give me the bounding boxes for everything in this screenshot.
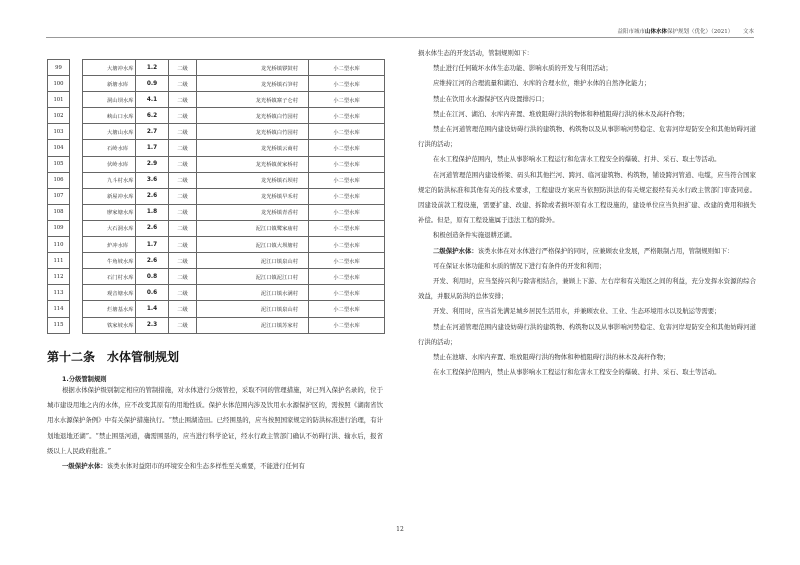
reservoir-location: 龙光桥镇早禾村: [197, 188, 309, 204]
reservoir-name: 石门村水库: [83, 269, 136, 285]
row-number: 105: [48, 156, 70, 172]
blank-cell: [70, 220, 83, 236]
paragraph: [418, 92, 756, 107]
reservoir-location: 泥江口镇泉山村: [197, 253, 309, 269]
paragraph-text: 可在保证水体功能和水质的情况下进行有条件的开发和利用；: [433, 261, 606, 270]
blank-cell: [70, 237, 83, 253]
table-row: [48, 172, 385, 188]
table-row: [48, 188, 385, 204]
page-header: [617, 27, 754, 35]
row-number: 108: [48, 204, 70, 220]
reservoir-type: 小二型水库: [309, 237, 385, 253]
row-number: 112: [48, 269, 70, 285]
section-title: 第十二条 水体管制规划: [47, 350, 180, 364]
capacity-value: 2.6: [136, 188, 169, 204]
reservoir-name: 新屋冲水库: [83, 188, 136, 204]
row-number: 100: [48, 76, 70, 92]
paragraph-text: 在水工程保护范围内，禁止从事影响水工程运行和危害水工程安全的爆破、打井、采石、取土等活动。: [433, 155, 721, 164]
reservoir-type: 小二型水库: [309, 301, 385, 317]
protection-level: 二级: [169, 253, 197, 269]
reservoir-location: 龙光桥镇青香村: [197, 204, 309, 220]
header-doc-type: 文本: [742, 29, 754, 35]
capacity-value: 2.7: [136, 124, 169, 140]
table-row: [48, 269, 385, 285]
blank-cell: [70, 60, 83, 76]
blank-cell: [70, 269, 83, 285]
capacity-value: 2.9: [136, 156, 169, 172]
paragraph: [418, 244, 756, 259]
paragraph: [418, 46, 756, 61]
level1-label: 一级保护水体：: [62, 462, 107, 471]
capacity-value: 2.6: [136, 253, 169, 269]
reservoir-type: 小二型水库: [309, 269, 385, 285]
protection-level: 二级: [169, 92, 197, 108]
reservoir-name: 廖家塘水库: [83, 204, 136, 220]
reservoir-table-body: [48, 60, 385, 334]
protection-level: 二级: [169, 156, 197, 172]
row-number: 115: [48, 317, 70, 333]
paragraph-text: 禁止进行任何破坏水体生态功能、影响水质的开发与利用活动；: [433, 64, 612, 73]
row-number: 103: [48, 124, 70, 140]
paragraph: [418, 61, 756, 76]
reservoir-location: 泥江口镇泥江口村: [197, 269, 309, 285]
reservoir-location: 龙光桥镇石坝村: [197, 172, 309, 188]
table-row: [48, 204, 385, 220]
capacity-value: 2.3: [136, 317, 169, 333]
table-row: [48, 60, 385, 76]
paragraph-text: 在河道管理范围内建设桥梁、码头和其他拦河、跨河、临河建筑物、构筑物，铺设跨河管道、电缆，应当符合国家规定的防洪标准和其他有关的技术要求，工程建设方案应当依照防洪法的有关规定报经有关水行政主管部门审查同意。因建设前款工程设施，需要扩建、改建、拆除或者损坏原有水工程设施的，建设单位应当负担扩建、改建的费用和损失补偿。但是，原有工程设施属于违法工程的除外。: [418, 170, 756, 225]
capacity-value: 0.6: [136, 285, 169, 301]
reservoir-name: 大塘山水库: [83, 124, 136, 140]
paragraph: [418, 320, 756, 350]
blank-cell: [70, 285, 83, 301]
reservoir-type: 小二型水库: [309, 60, 385, 76]
blank-cell: [70, 317, 83, 333]
reservoir-location: 泥江口镇泉山村: [197, 301, 309, 317]
blank-cell: [70, 172, 83, 188]
left-body: [47, 383, 383, 474]
header-rule: [46, 37, 754, 38]
blank-cell: [70, 92, 83, 108]
paragraph-text: 禁止在饮用水水源保护区内设置排污口；: [433, 94, 549, 103]
protection-level: 二级: [169, 108, 197, 124]
table-row: [48, 76, 385, 92]
reservoir-name: 九斗村水库: [83, 172, 136, 188]
protection-level: 二级: [169, 172, 197, 188]
row-number: 114: [48, 301, 70, 317]
protection-level: 二级: [169, 220, 197, 236]
paragraph: [418, 228, 756, 243]
paragraph-text: 禁止在池塘、水库内弃置、堆放阻碍行洪的物体和种植阻碍行洪的林木及高秆作物；: [433, 353, 670, 362]
capacity-value: 2.6: [136, 220, 169, 236]
paragraph-text: 积极创造条件实施退耕还湖。: [433, 231, 517, 240]
protection-level: 二级: [169, 301, 197, 317]
protection-level: 二级: [169, 188, 197, 204]
reservoir-type: 小二型水库: [309, 220, 385, 236]
row-number: 111: [48, 253, 70, 269]
reservoir-type: 小二型水库: [309, 285, 385, 301]
blank-cell: [70, 301, 83, 317]
reservoir-type: 小二型水库: [309, 156, 385, 172]
capacity-value: 1.7: [136, 237, 169, 253]
protection-level: 二级: [169, 60, 197, 76]
paragraph: [418, 350, 756, 365]
blank-cell: [70, 76, 83, 92]
protection-level: 二级: [169, 269, 197, 285]
paragraph: [418, 274, 756, 304]
reservoir-name: 新塘水库: [83, 76, 136, 92]
reservoir-location: 泥江口镇水满村: [197, 285, 309, 301]
header-prefix: 益阳市城市: [617, 29, 645, 35]
reservoir-location: 龙光桥镇白竹园村: [197, 108, 309, 124]
row-number: 113: [48, 285, 70, 301]
reservoir-type: 小二型水库: [309, 140, 385, 156]
reservoir-type: 小二型水库: [309, 76, 385, 92]
capacity-value: 1.4: [136, 301, 169, 317]
blank-cell: [70, 204, 83, 220]
paragraph-text: 开发、利用时，应当首先满足城乡居民生活用水，并兼顾农业、工业、生态环境用水以及航运等需要；: [433, 307, 721, 316]
paragraph: [418, 122, 756, 152]
reservoir-location: 泥江口镇苏家村: [197, 317, 309, 333]
paragraph-text: 损水体生态的开发活动，管制规则如下：: [418, 49, 534, 57]
table-row: [48, 156, 385, 172]
reservoir-location: 龙光桥镇黄家桥村: [197, 156, 309, 172]
protection-level: 二级: [169, 76, 197, 92]
reservoir-name: 大石洞水库: [83, 220, 136, 236]
table-row: [48, 108, 385, 124]
row-number: 109: [48, 220, 70, 236]
table-row: [48, 220, 385, 236]
level1-text: 该类水体对益阳市的环境安全和生态多样性至关重要，不能进行任何有: [106, 462, 305, 471]
row-number: 106: [48, 172, 70, 188]
table-row: [48, 124, 385, 140]
paragraph: [418, 365, 756, 380]
paragraph: [418, 76, 756, 91]
table-row: [48, 237, 385, 253]
reservoir-location: 龙光桥镇白竹园村: [197, 124, 309, 140]
paragraph: [418, 168, 756, 229]
reservoir-name: 炉冲水库: [83, 237, 136, 253]
capacity-value: 0.8: [136, 269, 169, 285]
blank-cell: [70, 253, 83, 269]
reservoir-type: 小二型水库: [309, 172, 385, 188]
page-number: 12: [396, 526, 404, 533]
reservoir-location: 龙光桥镇云商村: [197, 140, 309, 156]
table-row: [48, 253, 385, 269]
table-row: [48, 285, 385, 301]
reservoir-type: 小二型水库: [309, 188, 385, 204]
row-number: 110: [48, 237, 70, 253]
protection-level: 二级: [169, 285, 197, 301]
paragraph-text: 禁止在河道管理范围内建设妨碍行洪的建筑物、构筑物以及从事影响河势稳定、危害河岸堤防安全和其他妨碍河道行洪的活动；: [418, 125, 756, 149]
paragraph-text: 该类水体在对水体进行严格保护的同时，应兼顾农业发展，严格限制占用，管制规则如下：: [477, 246, 734, 255]
table-row: [48, 317, 385, 333]
reservoir-name: 观音塘水库: [83, 285, 136, 301]
reservoir-name: 大塘冲水库: [83, 60, 136, 76]
capacity-value: 1.7: [136, 140, 169, 156]
capacity-value: 0.9: [136, 76, 169, 92]
paragraph-text: 禁止在河道管理范围内建设妨碍行洪的建筑物、构筑物以及从事影响河势稳定、危害河岸堤防安全和其他妨碍河道行洪的活动；: [418, 322, 756, 346]
header-suffix: 保护规划（优化）（2021）: [666, 29, 734, 35]
protection-level: 二级: [169, 317, 197, 333]
row-number: 107: [48, 188, 70, 204]
paragraph: [418, 304, 756, 319]
blank-cell: [70, 124, 83, 140]
reservoir-location: 龙光桥镇寨子仑村: [197, 92, 309, 108]
paragraph: [47, 459, 383, 474]
capacity-value: 1.8: [136, 204, 169, 220]
reservoir-type: 小二型水库: [309, 317, 385, 333]
reservoir-name: 峡山口水库: [83, 108, 136, 124]
paragraph: [418, 259, 756, 274]
reservoir-name: 铁家坡水库: [83, 317, 136, 333]
reservoir-location: 泥江口镇鹭家庙村: [197, 220, 309, 236]
right-body: [418, 46, 756, 380]
row-number: 104: [48, 140, 70, 156]
reservoir-type: 小二型水库: [309, 204, 385, 220]
paragraph-text: 在水工程保护范围内，禁止从事影响水工程运行和危害水工程安全的爆破、打井、采石、取土等活动。: [433, 368, 721, 377]
capacity-value: 3.6: [136, 172, 169, 188]
section-subtitle: 1.分级管制规则: [62, 376, 107, 383]
reservoir-type: 小二型水库: [309, 124, 385, 140]
paragraph-text: 禁止在江河、湖泊、水库内弃置、堆放阻碍行洪的物体和种植阻碍行洪的林木及高秆作物；: [433, 109, 689, 118]
level2-label: 二级保护水体：: [433, 246, 478, 255]
table-row: [48, 140, 385, 156]
protection-level: 二级: [169, 140, 197, 156]
blank-cell: [70, 140, 83, 156]
protection-level: 二级: [169, 124, 197, 140]
table-row: [48, 92, 385, 108]
protection-level: 二级: [169, 204, 197, 220]
reservoir-name: 洞山坝水库: [83, 92, 136, 108]
blank-cell: [70, 156, 83, 172]
reservoir-name: 石岭水库: [83, 140, 136, 156]
table-row: [48, 301, 385, 317]
reservoir-type: 小二型水库: [309, 253, 385, 269]
row-number: 99: [48, 60, 70, 76]
protection-level: 二级: [169, 237, 197, 253]
reservoir-type: 小二型水库: [309, 92, 385, 108]
capacity-value: 1.2: [136, 60, 169, 76]
reservoir-location: 龙光桥镇锣鼓村: [197, 60, 309, 76]
reservoir-location: 泥江口镇大坝塘村: [197, 237, 309, 253]
paragraph: 根据水体保护级别制定相应的管制措施，对水体进行分级管控，采取不同的管理措施，对已列入保护名录的，位于城市建设用地之内的水体，应不改变其原有的用地性质。保护水体范围内涉及饮用水水源保护区的，需按照《湖南省饮用水水源保护条例》中有关保护措施执行。“禁止围湖造田。已经围垦的，应当按照国家规定的防洪标准进行治理，有计划地退地还湖”。“禁止围垦河道，确需围垦的，应当进行科学论证，经水行政主管部门确认不妨碍行洪、输水后，报省级以上人民政府批准。”: [47, 386, 383, 455]
blank-cell: [70, 188, 83, 204]
reservoir-name: 牛角坡水库: [83, 253, 136, 269]
header-highlight: 山体水体: [644, 29, 667, 35]
reservoir-name: 烂塘基水库: [83, 301, 136, 317]
capacity-value: 4.1: [136, 92, 169, 108]
reservoir-location: 龙光桥镇石笋村: [197, 76, 309, 92]
blank-cell: [70, 108, 83, 124]
reservoir-table: [47, 59, 385, 334]
paragraph: [418, 107, 756, 122]
row-number: 101: [48, 92, 70, 108]
paragraph-text: 开发、利用时，应当坚持兴利与除害相结合，兼顾上下游、左右岸和有关地区之间的利益，充分发挥水资源的综合效益，并服从防洪的总体安排；: [418, 277, 756, 301]
reservoir-name: 伏岭水库: [83, 156, 136, 172]
paragraph: [418, 152, 756, 167]
paragraph-text: 应维持江河的合理流量和湖泊、水库的合理水位，维护水体的自然净化能力；: [433, 79, 651, 88]
capacity-value: 6.2: [136, 108, 169, 124]
reservoir-type: 小二型水库: [309, 108, 385, 124]
row-number: 102: [48, 108, 70, 124]
